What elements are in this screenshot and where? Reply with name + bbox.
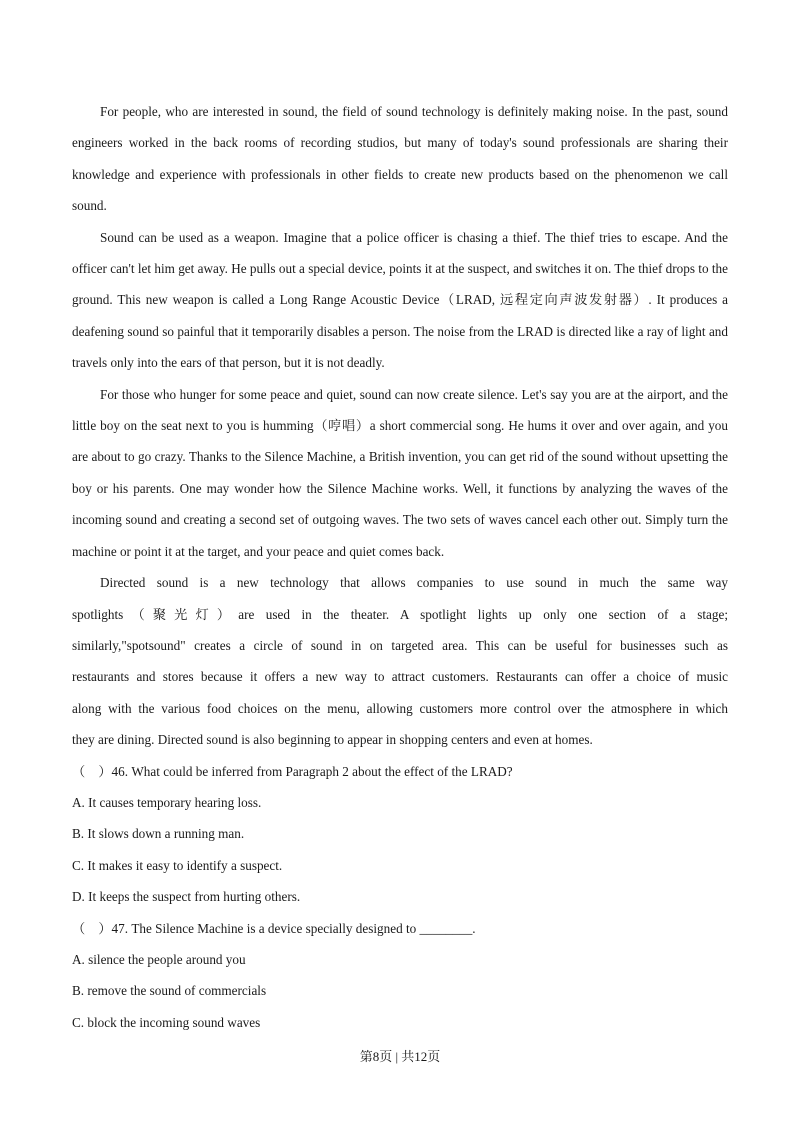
paragraph-2: Sound can be used as a weapon. Imagine that a police officer is chasing a thief. The thief tries to escape. And the officer can't let him get away. He pulls out a special device, points it at the suspect, and switches it on. The thief drops to the ground. This new weapon is called a Long Range Acoustic Device（LRAD, 远程定向声波发射器）. It produces a deafening sound so painful that it temporarily disables a person. The noise from the LRAD is directed like a ray of light and travels only into the ears of that person, but it is not deadly. — [72, 229, 728, 371]
answer-option: A. It causes temporary hearing loss. — [72, 794, 262, 810]
paragraph-4-line: along with the various food choices on the menu, allowing customers more control over the atmosphere in which — [72, 700, 728, 716]
paragraph-4-line: they are dining. Directed sound is also beginning to appear in shopping centers and even at homes. — [72, 732, 593, 748]
paragraph-3: For those who hunger for some peace and quiet, sound can now create silence. Let's say you are at the airport, and the little boy on the seat next to you is humming（哼唱）a short commercial song. He hums it over and over again, and you are about to go crazy. Thanks to the Silence Machine, a British invention, you can get rid of the sound without upsetting the boy or his parents. One may wonder how the Silence Machine works. Well, it functions by analyzing the waves of the incoming sound and creating a second set of outgoing waves. The two sets of waves cancel each other out. Simply turn the machine or point it at the target, and your peace and quiet comes back. — [72, 386, 728, 559]
question-stem: （ ）47. The Silence Machine is a device specially designed to ________. — [72, 920, 476, 936]
question-stem: （ ）46. What could be inferred from Paragraph 2 about the effect of the LRAD? — [72, 763, 513, 779]
answer-option: B. It slows down a running man. — [72, 826, 245, 842]
answer-option: C. block the incoming sound waves — [72, 1014, 261, 1030]
question-46 — [72, 756, 728, 913]
answer-option: C. It makes it easy to identify a suspect. — [72, 857, 283, 873]
answer-option: B. remove the sound of commercials — [72, 983, 267, 999]
paragraph-4-line: Directed sound is a new technology that allows companies to use sound in much the same way — [100, 575, 728, 591]
paragraph-4-line: restaurants and stores because it offers a new way to attract customers. Restaurants can offer a choice of music — [72, 669, 728, 685]
answer-option: A. silence the people around you — [72, 951, 246, 967]
paragraph-1: For people, who are interested in sound, the field of sound technology is definitely making noise. In the past, sound engineers worked in the back rooms of recording studios, but many of today's sound professionals are sharing their knowledge and experience with professionals in other fields to create new products based on the phenomenon we call sound. — [72, 104, 728, 214]
answer-option: D. It keeps the suspect from hurting others. — [72, 889, 301, 905]
question-47 — [72, 913, 728, 1039]
paragraph-4-line: similarly,"spotsound" creates a circle of sound in on targeted area. This can be useful for businesses such as — [72, 637, 728, 653]
page-content — [72, 96, 728, 1038]
paragraph-4 — [72, 567, 728, 755]
page-footer: 第8页 | 共12页 — [359, 1049, 441, 1064]
paragraph-4-line: spotlights（聚光灯）are used in the theater. A spotlight lights up only one section of a stage; — [72, 606, 728, 622]
